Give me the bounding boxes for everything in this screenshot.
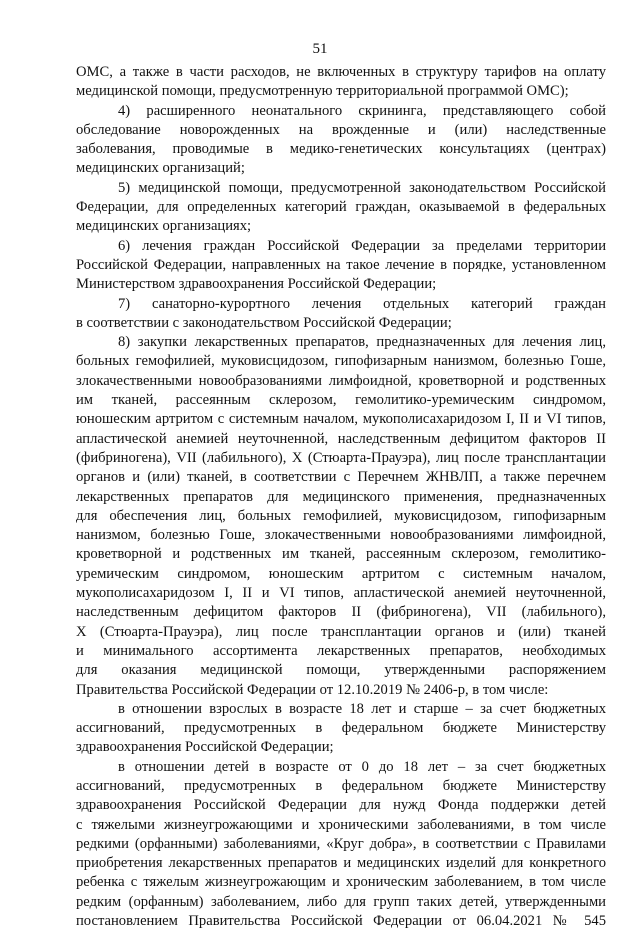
text-line: им тканей, рассеянным склерозом, гемолитико-уремическим синдромом, [76,392,606,409]
text-line: лекарственных препаратов для медицинского применения, предназначенных [76,488,606,505]
text-line: злокачественными новообразованиями лимфоидной, кроветворной и родственных [76,372,606,389]
text-line: уремическим синдромом, юношеским артритом с системным началом, [76,565,606,582]
text-line: для обеспечения лиц, больных гемофилией, муковисцидозом, гипофизарным [76,507,606,524]
text-line: (фибриногена), VII (лабильного), X (Стюарта-Прауэра), лиц после трансплантации [76,449,606,466]
text-line: 6) лечения граждан Российской Федерации за пределами территории [118,237,606,254]
text-line: редкими (орфанными) заболеваниями, «Круг добра», в соответствии с Правилами [76,835,606,852]
text-line: Российской Федерации, направленных на такое лечение в порядке, установленном [76,256,606,273]
text-line: обследование новорожденных на врожденные и (или) наследственные [76,121,606,138]
text-line: нанизмом, болезнью Гоше, злокачественными новообразованиями лимфоидной, [76,527,606,544]
text-line: здравоохранения Российской Федерации для нужд Фонда поддержки детей [76,797,606,814]
text-line: органов и (или) тканей, в соответствии с Перечнем ЖНВЛП, а также перечнем [76,469,606,486]
body-text [76,63,606,931]
text-line: больных гемофилией, муковисцидозом, гипофизарным нанизмом, болезнью Гоше, [76,353,606,370]
text-line: апластической анемией неуточненной, наследственным дефицитом факторов II [76,430,606,447]
text-line: медицинской помощи, предусмотренную территориальной программой ОМС); [76,83,569,100]
text-line: редким (орфанным) заболеванием, либо для групп таких детей, утвержденными [76,893,606,910]
text-line: с тяжелыми жизнеугрожающими и хроническими заболеваниями, в том числе [76,816,606,833]
text-line: 5) медицинской помощи, предусмотренной законодательством Российской [118,179,606,196]
text-line: здравоохранения Российской Федерации; [76,739,334,756]
text-line: ОМС, а также в части расходов, не включенных в структуру тарифов на оплату [76,64,606,80]
text-line: 8) закупки лекарственных препаратов, предназначенных для лечения лиц, [118,334,606,351]
text-line: в соответствии с законодательством Российской Федерации; [76,314,452,331]
text-line: юношеским артритом с системным началом, мукополисахаридозом I, II и VI типов, [76,411,606,428]
text-line: заболевания, проводимые в медико-генетических консультациях (центрах) [76,141,606,158]
text-line: Федерации, для определенных категорий граждан, оказываемой в федеральных [76,199,606,216]
text-line: наследственным дефицитом факторов II (фибриногена), VII (лабильного), [76,604,606,621]
text-line: медицинских организаций; [76,160,245,177]
text-line: мукополисахаридозом I, II и VI типов, апластической анемией неуточненной, [76,585,606,602]
text-line: Правительства Российской Федерации от 12.10.2019 № 2406-р, в том числе: [76,681,549,698]
text-line: кроветворной и родственных им тканей, рассеянным склерозом, гемолитико- [76,546,606,563]
text-line: ассигнований, предусмотренных в федеральном бюджете Министерству [76,777,606,794]
text-line: в отношении взрослых в возрасте 18 лет и старше – за счет бюджетных [118,700,606,717]
text-line: приобретения лекарственных препаратов и медицинских изделий для конкретного [76,855,606,872]
text-line: медицинских организациях; [76,218,252,235]
text-line: Министерством здравоохранения Российской Федерации; [76,276,437,293]
text-line: ассигнований, предусмотренных в федеральном бюджете Министерству [76,720,606,737]
text-line: в отношении детей в возрасте от 0 до 18 лет – за счет бюджетных [118,758,606,775]
text-line: и минимального ассортимента лекарственных препаратов, необходимых [76,642,606,659]
text-line: X (Стюарта-Прауэра), лиц после трансплантации органов и (или) тканей [76,623,606,640]
text-line: постановлением Правительства Российской Федерации от 06.04.2021 № 545 [76,913,606,930]
page-number: 51 [312,41,328,57]
text-line: для оказания медицинской помощи, утвержденными распоряжением [76,662,606,679]
text-line: ребенка с тяжелым жизнеугрожающим и хроническим заболеванием, в том числе [76,874,606,891]
text-line: 7) санаторно-курортного лечения отдельных категорий граждан [118,295,606,312]
text-line: 4) расширенного неонатального скрининга, представляющего собой [118,102,606,119]
